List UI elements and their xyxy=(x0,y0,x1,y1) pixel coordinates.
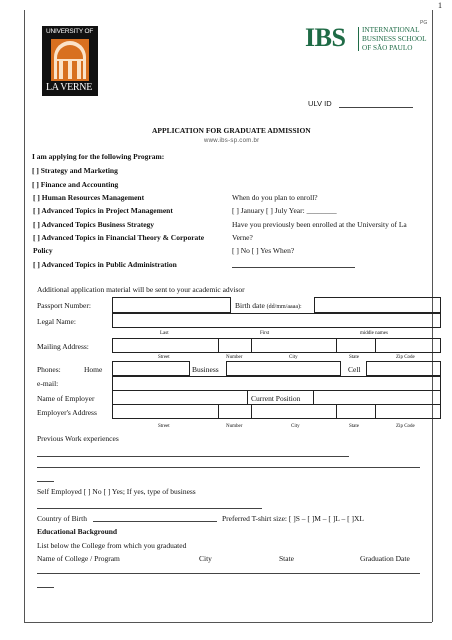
business-type-field[interactable] xyxy=(37,508,262,509)
program-option-strategy-marketing[interactable]: [ ] Strategy and Marketing xyxy=(32,166,118,175)
education-instruction: List below the College from which you graduated xyxy=(37,541,187,550)
phone-home-field[interactable] xyxy=(112,361,190,376)
ulv-id-label: ULV ID xyxy=(308,99,332,108)
program-intro: I am applying for the following Program: xyxy=(32,152,165,161)
employer-label: Name of Employer xyxy=(37,394,95,403)
previous-enrollment-question: Have you previously been enrolled at the University of La xyxy=(232,220,407,229)
birth-date-field[interactable] xyxy=(314,297,441,313)
addr-part-street: Street xyxy=(158,355,170,360)
phone-business-field[interactable] xyxy=(226,361,341,376)
previous-work-line-3[interactable] xyxy=(37,481,54,482)
phone-home-label: Home xyxy=(84,365,103,374)
tshirt-size-selector[interactable]: Preferred T-shirt size: [ ]S – [ ]M – [ ]L – [ ]XL xyxy=(222,514,364,523)
employer-zip-field[interactable] xyxy=(375,404,441,419)
page-corner-label: PG xyxy=(420,20,428,26)
employer-city-field[interactable] xyxy=(251,404,337,419)
mailing-address-label: Mailing Address: xyxy=(37,342,89,351)
mailing-number-field[interactable] xyxy=(218,338,252,353)
ulv-logo xyxy=(42,26,98,96)
name-part-first: First xyxy=(260,331,270,336)
previous-work-line-1[interactable] xyxy=(37,456,349,457)
program-option-business-strategy[interactable]: [ ] Advanced Topics Business Strategy xyxy=(33,220,155,229)
mailing-state-field[interactable] xyxy=(336,338,376,353)
employer-number-field[interactable] xyxy=(218,404,252,419)
birth-date-label: Birth date (dd/mm/aaaa): xyxy=(235,301,302,310)
email-label: e-mail: xyxy=(37,379,59,388)
email-field[interactable] xyxy=(112,376,441,391)
mailing-street-field[interactable] xyxy=(112,338,219,353)
employer-street-field[interactable] xyxy=(112,404,219,419)
program-option-project-management[interactable]: [ ] Advanced Topics in Project Management xyxy=(33,206,173,215)
ibs-logo-line1: INTERNATIONAL xyxy=(362,26,420,34)
phone-cell-label: Cell xyxy=(348,365,361,374)
ulv-id-field[interactable] xyxy=(339,107,413,108)
addr-part-state: State xyxy=(349,355,359,360)
previous-enrollment-question-cont: Verne? xyxy=(232,233,253,242)
phone-business-label: Business xyxy=(192,365,219,374)
previous-work-line-2[interactable] xyxy=(37,467,420,468)
employer-addr-part-city: City xyxy=(291,424,300,429)
ibs-logo-abbr: IBS xyxy=(305,23,346,52)
arch-emblem-icon xyxy=(51,39,89,81)
website-link[interactable]: www.ibs-sp.com.br xyxy=(204,138,260,144)
education-col-graduation-date: Graduation Date xyxy=(360,554,410,563)
self-employed-question[interactable]: Self Employed [ ] No [ ] Yes; If yes, type of business xyxy=(37,487,196,496)
employer-address-label: Employer's Address xyxy=(37,408,97,417)
education-col-city: City xyxy=(199,554,212,563)
passport-label: Passport Number: xyxy=(37,301,91,310)
ulv-logo-line2: LA VERNE xyxy=(46,82,93,93)
enroll-options[interactable]: [ ] January [ ] July Year: ________ xyxy=(232,206,337,215)
addr-part-number: Number xyxy=(226,355,243,360)
education-col-state: State xyxy=(279,554,294,563)
program-option-financial-theory-cont: Policy xyxy=(33,246,53,255)
country-of-birth-label: Country of Birth xyxy=(37,514,87,523)
ibs-logo-line3: OF SÃO PAULO xyxy=(362,44,413,52)
enroll-question: When do you plan to enroll? xyxy=(232,193,318,202)
name-part-middle: middle names xyxy=(360,331,388,336)
addr-part-zip: Zip Code xyxy=(396,355,415,360)
program-option-public-administration[interactable]: [ ] Advanced Topics in Public Administration xyxy=(33,260,177,269)
name-part-last: Last xyxy=(160,331,169,336)
employer-addr-part-state: State xyxy=(349,424,359,429)
page-border-left xyxy=(24,10,25,622)
program-option-financial-theory[interactable]: [ ] Advanced Topics in Financial Theory & Corporate xyxy=(33,233,205,242)
country-of-birth-field[interactable] xyxy=(93,521,217,522)
education-line-1[interactable] xyxy=(37,573,420,574)
phone-cell-field[interactable] xyxy=(366,361,441,376)
mail-note: Additional application material will be sent to your academic advisor xyxy=(37,285,245,294)
ibs-logo xyxy=(305,23,427,54)
previous-enrollment-when-field[interactable] xyxy=(232,267,355,268)
position-label: Current Position xyxy=(251,394,301,403)
mailing-city-field[interactable] xyxy=(251,338,337,353)
mailing-zip-field[interactable] xyxy=(375,338,441,353)
addr-part-city: City xyxy=(289,355,298,360)
previous-enrollment-answer[interactable]: [ ] No [ ] Yes When? xyxy=(232,246,295,255)
ulv-logo-line1: UNIVERSITY OF xyxy=(46,28,94,35)
page-border-bottom xyxy=(24,622,432,623)
legal-name-label: Legal Name: xyxy=(37,317,76,326)
phones-label: Phones: xyxy=(37,365,61,374)
previous-work-label: Previous Work experiences xyxy=(37,434,119,443)
employer-addr-part-street: Street xyxy=(158,424,170,429)
passport-field[interactable] xyxy=(112,297,231,313)
employer-field[interactable] xyxy=(112,390,248,405)
ibs-logo-line2: BUSINESS SCHOOL xyxy=(362,35,427,43)
legal-name-field[interactable] xyxy=(112,313,441,328)
education-col-college: Name of College / Program xyxy=(37,554,120,563)
education-line-2[interactable] xyxy=(37,587,54,588)
ibs-logo-divider xyxy=(358,27,359,51)
employer-addr-part-zip: Zip Code xyxy=(396,424,415,429)
education-heading: Educational Background xyxy=(37,527,118,536)
program-option-finance-accounting[interactable]: [ ] Finance and Accounting xyxy=(32,180,119,189)
program-option-hr-management[interactable]: [ ] Human Resources Management xyxy=(33,193,145,202)
page-number: 1 xyxy=(438,1,442,10)
form-title: APPLICATION FOR GRADUATE ADMISSION xyxy=(152,126,311,135)
position-field[interactable] xyxy=(313,390,441,405)
employer-state-field[interactable] xyxy=(336,404,376,419)
employer-addr-part-number: Number xyxy=(226,424,243,429)
